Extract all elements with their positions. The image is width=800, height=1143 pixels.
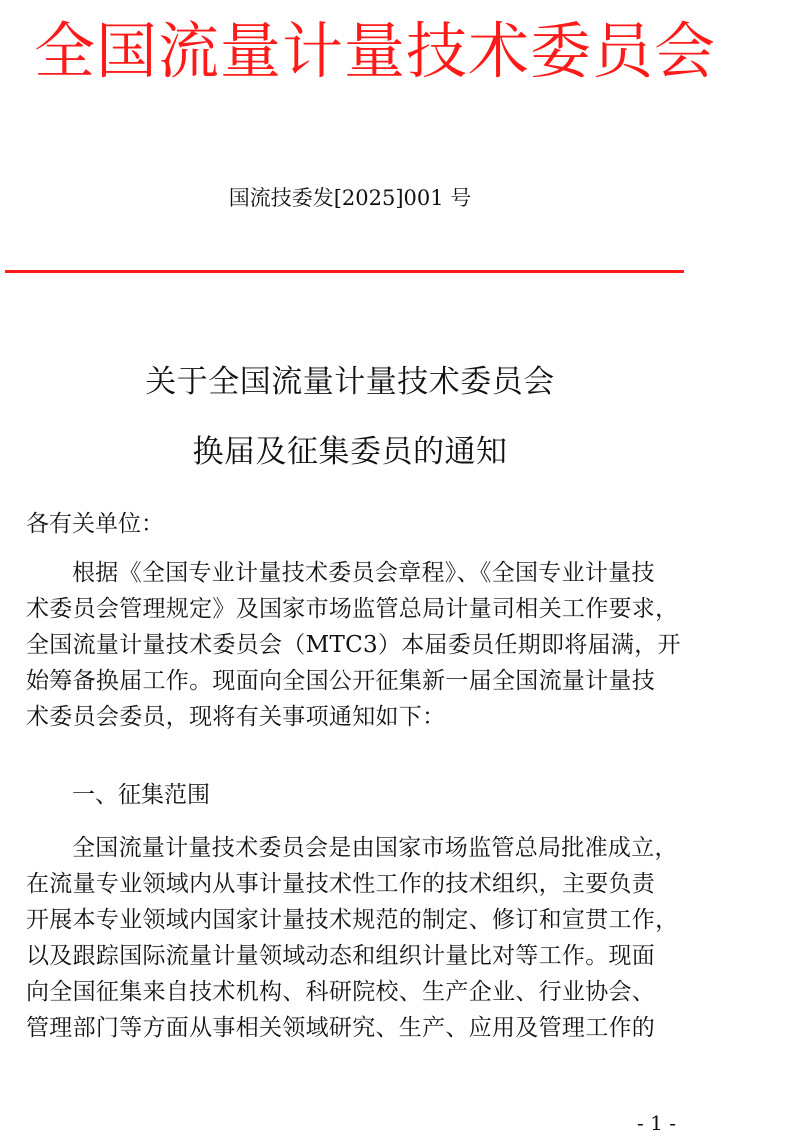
paragraph-1-line: 术委员会委员，现将有关事项通知如下：: [26, 704, 446, 730]
paragraph-2-line: 以及跟踪国际流量计量领域动态和组织计量比对等工作。现面: [26, 943, 656, 969]
paragraph-2-line: 管理部门等方面从事相关领域研究、生产、应用及管理工作的: [26, 1015, 656, 1041]
document-number: 国流技委发[2025]001 号: [228, 186, 472, 210]
paragraph-1-line: 全国流量计量技术委员会（MTC3）本届委员任期即将届满，开: [26, 632, 681, 658]
masthead-title: 全国流量计量技术委员会: [34, 16, 717, 87]
paragraph-2-line: 开展本专业领域内国家计量技术规范的制定、修订和宣贯工作，: [26, 907, 679, 933]
paragraph-1-line: 根据《全国专业计量技术委员会章程》、《全国专业计量技: [72, 560, 655, 586]
red-divider-line: [5, 270, 684, 273]
paragraph-1-line: 始筹备换届工作。现面向全国公开征集新一届全国流量计量技: [26, 668, 656, 694]
notice-title-line-2: 换届及征集委员的通知: [192, 434, 508, 470]
paragraph-2-line: 全国流量计量技术委员会是由国家市场监管总局批准成立，: [72, 835, 678, 861]
page-number: - 1 -: [637, 1111, 676, 1135]
section-heading-scope: 一、征集范围: [72, 782, 210, 808]
paragraph-2-line: 向全国征集来自技术机构、科研院校、生产企业、行业协会、: [26, 979, 656, 1005]
paragraph-1-line: 术委员会管理规定》及国家市场监管总局计量司相关工作要求，: [26, 596, 679, 622]
salutation: 各有关单位：: [26, 511, 164, 537]
paragraph-2-line: 在流量专业领域内从事计量技术性工作的技术组织，主要负责: [26, 871, 656, 897]
notice-title-line-1: 关于全国流量计量技术委员会: [145, 364, 555, 400]
